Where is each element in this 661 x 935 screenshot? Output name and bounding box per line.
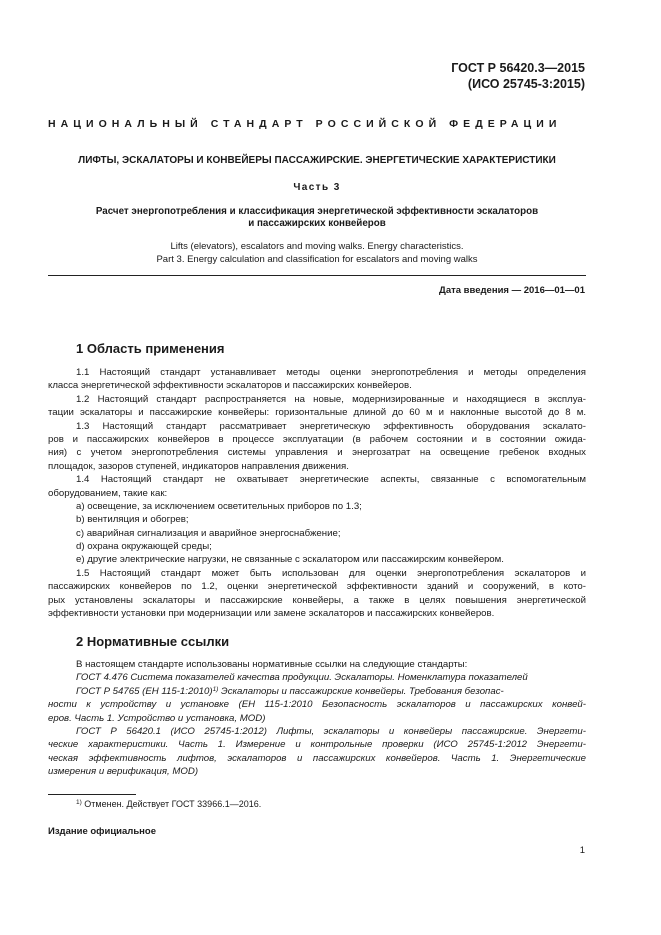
paragraph-line: ров и пассажирских конвейеров в процессе эксплуатации (в рабочем состоянии и в состоянии ожида- [48, 433, 586, 445]
list-item: b) вентиляция и обогрев; [76, 514, 189, 526]
footnote-marker: 1) [212, 685, 219, 693]
list-item: e) другие электрические нагрузки, не связанные с эскалатором или пассажирским конвейером. [76, 554, 504, 566]
subtitle-line-2: и пассажирских конвейеров [248, 218, 386, 229]
paragraph-line: 1.3 Настоящий стандарт рассматривает энергетическую эффективность оборудования эскалато- [76, 420, 586, 432]
english-title-line-2: Part 3. Energy calculation and classification for escalators and moving walks [156, 254, 478, 265]
paragraph-line: 1.2 Настоящий стандарт распространяется на новые, модернизированные и находящиеся в эксплуа- [76, 393, 586, 405]
reference-item: ческие характеристики. Часть 1. Измерение и контрольные проверки (ИСО 25745-1:2012 Энергети- [48, 739, 586, 751]
reference-title: Эскалаторы и пассажирские конвейеры. Требования безопас- [218, 685, 504, 697]
paragraph-line: 1.1 Настоящий стандарт устанавливает методы оценки энергопотребления и методы определения [76, 367, 586, 378]
paragraph-line: класса энергетической эффективности эскалаторов и пассажирских конвейеров. [48, 380, 412, 392]
section-2-body [48, 658, 586, 779]
title-divider [48, 275, 586, 276]
footnote-text: Отменен. Действует ГОСТ 33966.1—2016. [81, 799, 262, 809]
paragraph-line: В настоящем стандарте использованы нормативные ссылки на следующие стандарты: [76, 659, 468, 670]
reference-item: ческая эффективность лифтов, эскалаторов и пассажирских конвейеров. Часть 1. Энергетические [48, 752, 586, 764]
paragraph-line: эффективности установки при модернизации или замене эскалаторов и пассажирских конвейеров. [48, 608, 495, 620]
footnote [76, 798, 261, 810]
footnote-marker: 1) [76, 799, 82, 806]
footnote-divider [48, 794, 136, 795]
part-label: Часть 3 [293, 182, 341, 193]
paragraph-line: ния) с учетом энергопотребления системы управления и энергозатрат на освещение гребенок входных [48, 447, 586, 459]
section-1-body [48, 366, 586, 620]
list-item: a) освещение, за исключением осветительных приборов по 1.3; [76, 500, 362, 512]
paragraph-line: рых установлены эскалаторы и пассажирские конвейеры, а также в целях повышения энергетической [48, 594, 586, 606]
list-item: c) аварийная сигнализация и аварийное энергоснабжение; [76, 527, 341, 539]
page-number: 1 [579, 845, 585, 856]
reference-code: ГОСТ Р 54765 (ЕН 115-1:2010) [76, 685, 213, 697]
official-edition-label: Издание официальное [48, 826, 156, 837]
reference-item: ГОСТ Р 56420.1 (ИСО 25745-1:2012) Лифты, эскалаторы и конвейеры пассажирские. Энергети- [76, 725, 586, 737]
paragraph-line: 1.4 Настоящий стандарт не охватывает энергетические аспекты, связанные с вспомогательным [76, 474, 586, 486]
document-title: ЛИФТЫ, ЭСКАЛАТОРЫ И КОНВЕЙЕРЫ ПАССАЖИРСКИЕ. ЭНЕРГЕТИЧЕСКИЕ ХАРАКТЕРИСТИКИ [78, 155, 556, 166]
paragraph-line: оборудованием, такие как: [48, 487, 168, 499]
subtitle-line-1: Расчет энергопотребления и классификация энергетической эффективности эскалаторов [95, 206, 539, 217]
gost-number: ГОСТ Р 56420.3—2015 [451, 61, 585, 75]
section-2-heading: 2 Нормативные ссылки [76, 634, 230, 649]
paragraph-line: площадок, зазоров ступеней, индикаторов направления движения. [48, 460, 349, 472]
reference-item: измерения и верификация, MOD) [48, 766, 199, 778]
reference-item: ГОСТ 4.476 Система показателей качества продукции. Эскалаторы. Номенклатура показателей [76, 672, 528, 684]
iso-number: (ИСО 25745-3:2015) [467, 77, 585, 91]
paragraph-line: тации эскалаторы и пассажирские конвейеры: горизонтальные длиной до 60 м и наклонные высотой до 8 м. [48, 407, 586, 419]
reference-item: еров. Часть 1. Устройство и установка, MOD) [48, 712, 266, 724]
paragraph-line: 1.5 Настоящий стандарт может быть использован для оценки энергопотребления эскалаторов и [76, 567, 586, 579]
english-title-line-1: Lifts (elevators), escalators and moving walks. Energy characteristics. [170, 241, 464, 252]
national-standard-heading: НАЦИОНАЛЬНЫЙ СТАНДАРТ РОССИЙСКОЙ ФЕДЕРАЦИИ [48, 118, 562, 130]
reference-item [76, 685, 586, 698]
list-item: d) охрана окружающей среды; [76, 541, 212, 553]
introduction-date: Дата введения — 2016—01—01 [439, 285, 585, 296]
paragraph-line: пассажирских конвейеров по 1.2, оценки энергетической эффективности зданий и сооружений, в кото- [48, 581, 586, 593]
section-1-heading: 1 Область применения [76, 341, 225, 356]
reference-item: ности к устройству и установке (ЕН 115-1:2010 Безопасность эскалаторов и пассажирских конвей- [48, 699, 586, 711]
